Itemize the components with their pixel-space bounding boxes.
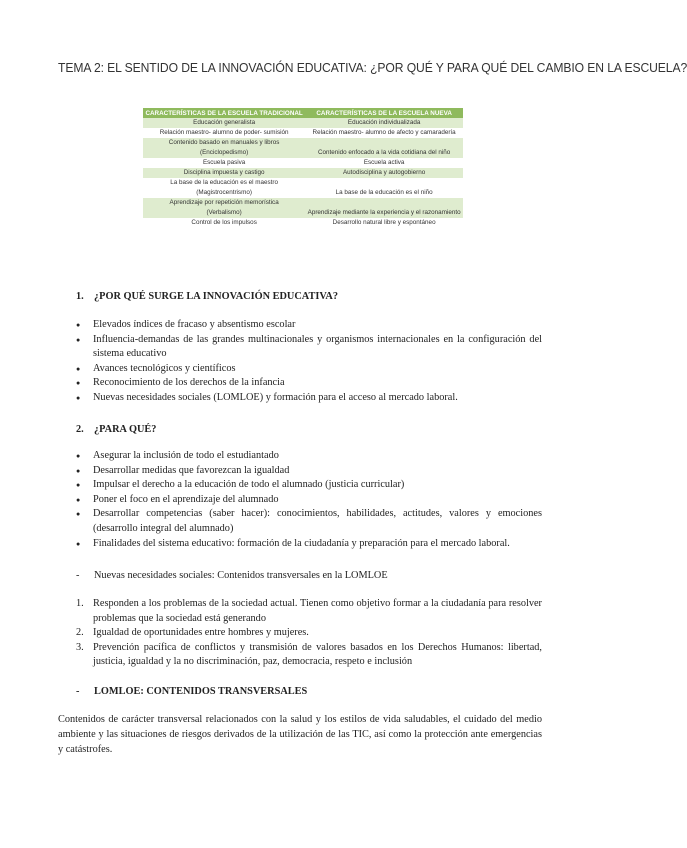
list-item: ● Reconocimiento de los derechos de la infancia [76, 376, 542, 391]
table-row [143, 158, 463, 168]
table-row [143, 138, 463, 148]
list-item: ● Nuevas necesidades sociales (LOMLOE) y formación para el acceso al mercado laboral. [76, 391, 542, 406]
cell-traditional: (Verbalismo) [143, 208, 305, 218]
dash-heading: LOMLOE: CONTENIDOS TRANSVERSALES [94, 686, 308, 697]
list-item: ● Avances tecnológicos y científicos [76, 362, 542, 377]
cell-new: Educación individualizada [305, 118, 463, 128]
item-number: 2. [76, 627, 84, 639]
list-item: ● Desarrollar medidas que favorezcan la igualdad [76, 464, 542, 479]
cell-new [305, 178, 463, 188]
section1-title: ¿POR QUÉ SURGE LA INNOVACIÓN EDUCATIVA? [94, 291, 339, 302]
page-title: TEMA 2: EL SENTIDO DE LA INNOVACIÓN EDUCATIVA: ¿POR QUÉ Y PARA QUÉ DEL CAMBIO EN LA ESCUELA? [58, 60, 687, 75]
item-text: Responden a los problemas de la sociedad actual. Tienen como objetivo formar a la ciudadanía para resolver problemas que la sociedad está generando [93, 598, 542, 624]
cell-traditional: Control de los impulsos [191, 219, 257, 226]
list-item: ● Asegurar la inclusión de todo el estudiantado [76, 449, 542, 464]
dash-marker: - [76, 570, 80, 581]
dash-item-needs [76, 570, 542, 581]
item-number: 3. [76, 641, 84, 653]
section1-list [76, 318, 542, 406]
cell-new: Relación maestro- alumno de afecto y camaradería [312, 129, 456, 136]
numbered-item [76, 641, 542, 670]
cell-new: La base de la educación es el niño [335, 189, 433, 196]
list-item: ● Elevados índices de fracaso y absentismo escolar [76, 318, 542, 333]
section2-heading [76, 424, 156, 435]
list-item: ● Finalidades del sistema educativo: formación de la ciudadanía y preparación para el mercado laboral. [76, 537, 542, 552]
section1-heading [76, 291, 338, 302]
list-item: ● Desarrollar competencias (saber hacer): conocimientos, habilidades, actitudes, valores y emociones (desarrollo integral del alumnado) [76, 507, 542, 536]
table-row [143, 128, 463, 138]
cell-new: Contenido enfocado a la vida cotidiana del niño [305, 148, 463, 158]
cell-new: Escuela activa [363, 159, 405, 166]
table-row [143, 148, 463, 158]
section2-title: ¿PARA QUÉ? [94, 424, 157, 435]
item-number: 1. [76, 598, 84, 609]
comparison-table [143, 108, 463, 228]
cell-traditional: Escuela pasiva [202, 159, 246, 166]
dash-item-lomloe [76, 686, 542, 697]
cell-new: Desarrollo natural libre y espontáneo [332, 219, 436, 226]
numbered-item [76, 626, 542, 641]
table-row [143, 178, 463, 188]
cell-new [305, 198, 463, 208]
cell-traditional: Educación generalista [143, 118, 305, 128]
numbered-list [76, 597, 542, 670]
cell-traditional: La base de la educación es el maestro [170, 179, 279, 186]
cell-new [305, 138, 463, 148]
item-text: Prevención pacífica de conflictos y transmisión de valores basados en los Derechos Humanos: libertad, justicia, igualdad y la no discriminación, paz, democracia, respeto e inclusión [93, 641, 542, 668]
list-item: ● Influencia-demandas de las grandes multinacionales y organismos internacionales en la configuración del sistema educativo [76, 333, 542, 362]
cell-traditional: Disciplina impuesta y castigo [143, 168, 305, 178]
dash-marker: - [76, 686, 80, 697]
list-item: ● Poner el foco en el aprendizaje del alumnado [76, 493, 542, 508]
section2-number: 2. [76, 424, 84, 435]
header-traditional: CARACTERÍSTICAS DE LA ESCUELA TRADICIONAL [143, 108, 305, 118]
table-row [143, 188, 463, 198]
cell-traditional: Contenido basado en manuales y libros [143, 138, 305, 148]
cell-new: Aprendizaje mediante la experiencia y el razonamiento [305, 208, 463, 218]
dash-text: Nuevas necesidades sociales: Contenidos transversales en la LOMLOE [94, 570, 388, 581]
table-row [143, 208, 463, 218]
list-item: ● Impulsar el derecho a la educación de todo el alumnado (justicia curricular) [76, 478, 542, 493]
cell-new: Autodisciplina y autogobierno [305, 168, 463, 178]
header-new: CARACTERÍSTICAS DE LA ESCUELA NUEVA [305, 108, 463, 118]
table-row [143, 218, 463, 228]
cell-traditional: (Enciclopedismo) [143, 148, 305, 158]
table-row [143, 168, 463, 178]
item-text: Igualdad de oportunidades entre hombres y mujeres. [93, 627, 309, 639]
cell-traditional: Aprendizaje por repetición memorística [143, 198, 305, 208]
section2-list [76, 449, 542, 551]
section1-number: 1. [76, 291, 84, 302]
table-row [143, 118, 463, 128]
numbered-item [76, 597, 542, 626]
cell-traditional: (Magistrocentrismo) [196, 189, 252, 196]
cell-traditional: Relación maestro- alumno de poder- sumisión [159, 129, 289, 136]
body-paragraph: Contenidos de carácter transversal relacionados con la salud y los estilos de vida saludables, el cuidado del medio ambiente y las situaciones de riesgos derivados de la utilización de las TIC, así como la protección ante emergencias y catástrofes. [58, 714, 542, 755]
table-header-row [143, 108, 463, 118]
table-row [143, 198, 463, 208]
